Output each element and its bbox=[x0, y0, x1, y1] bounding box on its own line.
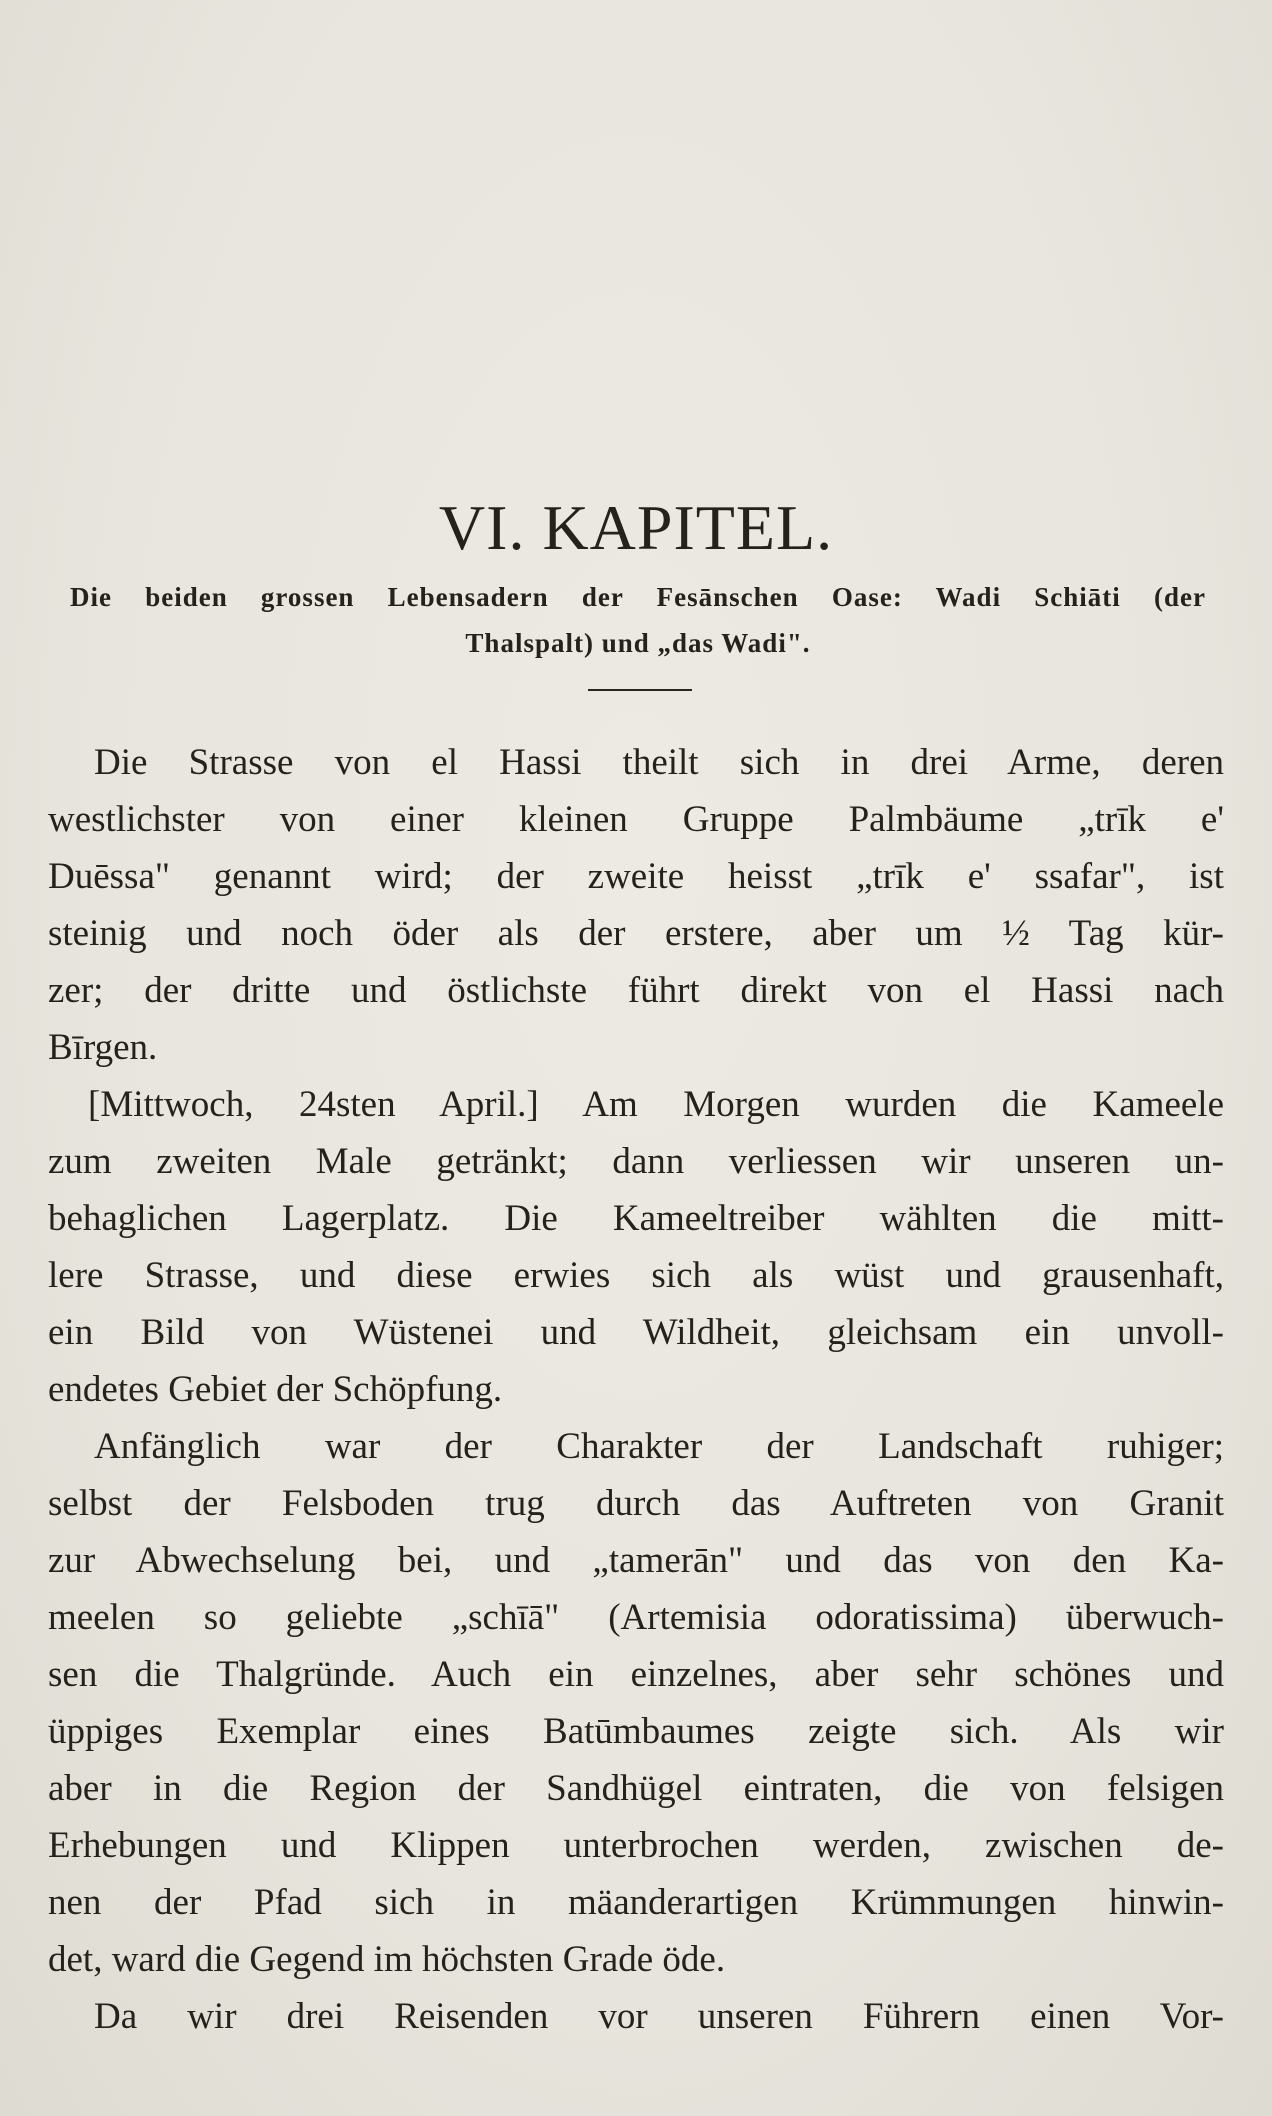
text-line: steinig und noch öder als der erstere, aber um ½ Tag kür- bbox=[48, 913, 1224, 954]
text-line: Die Strasse von el Hassi theilt sich in drei Arme, deren bbox=[94, 742, 1224, 783]
text-line: ein Bild von Wüstenei und Wildheit, gleichsam ein unvoll- bbox=[48, 1312, 1224, 1353]
text-line: aber in die Region der Sandhügel eintraten, die von felsigen bbox=[48, 1768, 1224, 1809]
text-line: lere Strasse, und diese erwies sich als wüst und grausenhaft, bbox=[48, 1255, 1224, 1296]
text-line: Bīrgen. bbox=[48, 1027, 158, 1068]
chapter-summary-line-1: Die beiden grossen Lebensadern der Fesānschen Oase: Wadi Schiāti (der bbox=[70, 582, 1206, 612]
text-line: Anfänglich war der Charakter der Landschaft ruhiger; bbox=[94, 1426, 1224, 1467]
chapter-summary-line-2: Thalspalt) und „das Wadi". bbox=[465, 628, 811, 658]
text-line: westlichster von einer kleinen Gruppe Palmbäume „trīk e' bbox=[48, 799, 1224, 840]
text-line: Duēssa" genannt wird; der zweite heisst „trīk e' ssafar", ist bbox=[48, 856, 1224, 897]
text-line: selbst der Felsboden trug durch das Auftreten von Granit bbox=[48, 1483, 1224, 1524]
body-text bbox=[48, 734, 1224, 2045]
text-line: [Mittwoch, 24sten April.] Am Morgen wurden die Kameele bbox=[88, 1084, 1224, 1125]
text-line: nen der Pfad sich in mäanderartigen Krümmungen hinwin- bbox=[48, 1882, 1224, 1923]
text-line: zer; der dritte und östlichste führt direkt von el Hassi nach bbox=[48, 970, 1224, 1011]
text-line: zum zweiten Male getränkt; dann verliessen wir unseren un- bbox=[48, 1141, 1224, 1182]
text-line: üppiges Exemplar eines Batūmbaumes zeigte sich. Als wir bbox=[48, 1711, 1224, 1752]
text-line: Erhebungen und Klippen unterbrochen werden, zwischen de- bbox=[48, 1825, 1224, 1866]
text-line: det, ward die Gegend im höchsten Grade öde. bbox=[48, 1939, 726, 1980]
text-line: behaglichen Lagerplatz. Die Kameeltreiber wählten die mitt- bbox=[48, 1198, 1224, 1239]
text-line: Da wir drei Reisenden vor unseren Führern einen Vor- bbox=[94, 1996, 1224, 2037]
text-line: zur Abwechselung bei, und „tamerān" und das von den Ka- bbox=[48, 1540, 1224, 1581]
text-line: endetes Gebiet der Schöpfung. bbox=[48, 1369, 503, 1410]
chapter-title: VI. KAPITEL. bbox=[438, 492, 834, 563]
chapter-summary bbox=[70, 574, 1206, 666]
text-line: meelen so geliebte „schīā" (Artemisia odoratissima) überwuch- bbox=[48, 1597, 1224, 1638]
section-divider bbox=[588, 689, 692, 691]
text-line: sen die Thalgründe. Auch ein einzelnes, aber sehr schönes und bbox=[48, 1654, 1224, 1695]
